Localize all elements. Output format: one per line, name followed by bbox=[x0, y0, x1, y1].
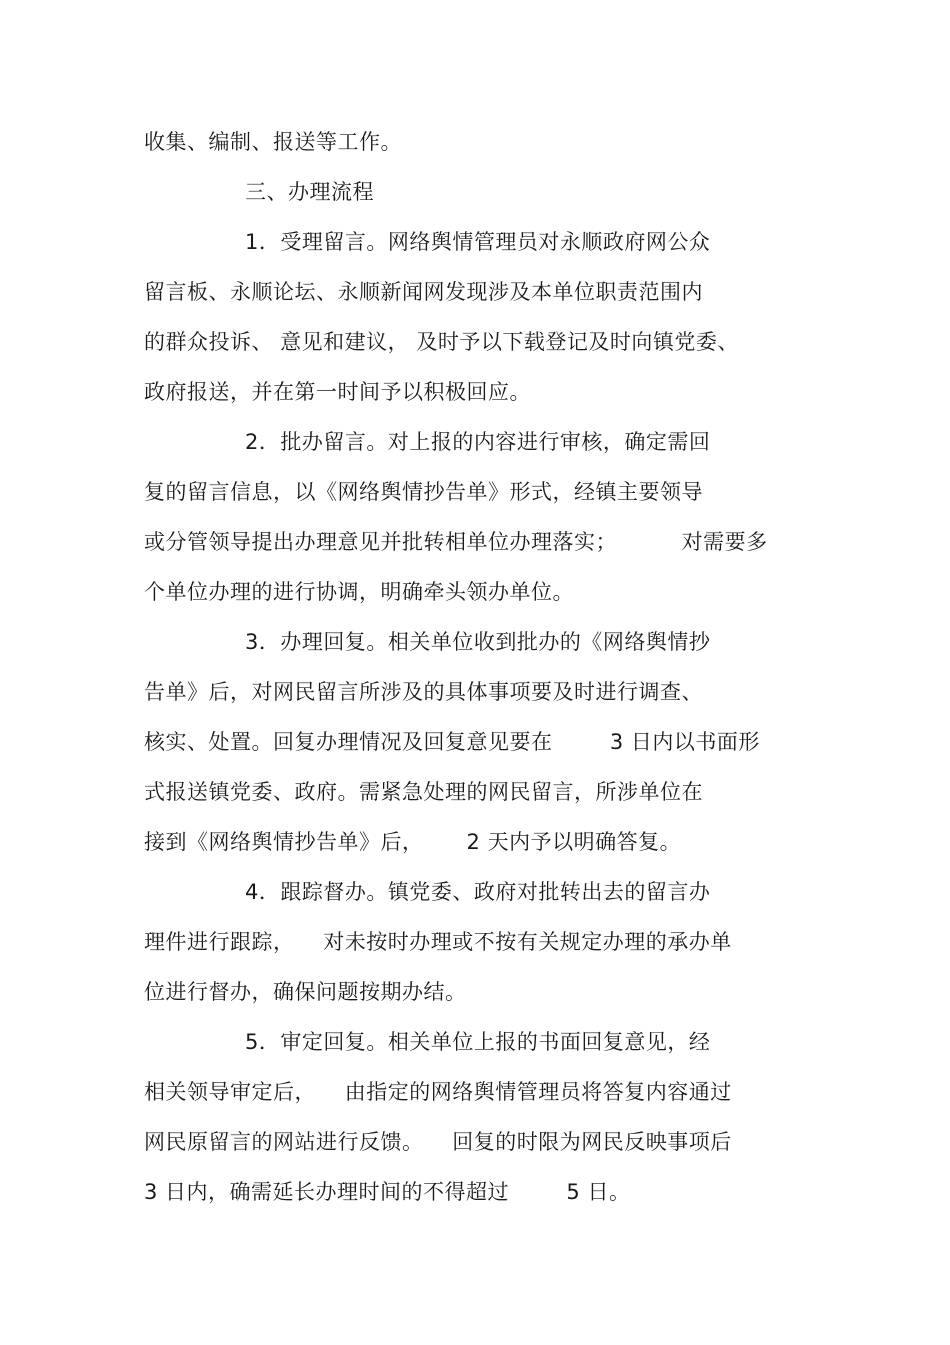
paragraph-1-line-4: 政府报送，并在第一时间予以积极回应。 bbox=[144, 380, 531, 404]
paragraph-2-line-3: 或分管领导提出办理意见并批转相单位办理落实； 对需要多 bbox=[144, 530, 768, 554]
paragraph-3-line-4: 式报送镇党委、政府。需紧急处理的网民留言，所涉单位在 bbox=[144, 780, 703, 804]
paragraph-2-line-2: 复的留言信息，以《网络舆情抄告单》形式，经镇主要领导 bbox=[144, 480, 703, 504]
paragraph-1-line-2: 留言板、永顺论坛、永顺新闻网发现涉及本单位职责范围内 bbox=[144, 280, 703, 304]
paragraph-3-line-1: 3．办理回复。相关单位收到批办的《网络舆情抄 bbox=[245, 630, 711, 654]
paragraph-3-line-2: 告单》后，对网民留言所涉及的具体事项要及时进行调查、 bbox=[144, 680, 703, 704]
text-line-1: 收集、编制、报送等工作。 bbox=[144, 130, 402, 154]
paragraph-3-line-3: 核实、处置。回复办理情况及回复意见要在 3 日内以书面形 bbox=[144, 730, 760, 754]
paragraph-5-line-1: 5．审定回复。相关单位上报的书面回复意见，经 bbox=[245, 1030, 711, 1054]
paragraph-4-line-1: 4．跟踪督办。镇党委、政府对批转出去的留言办 bbox=[245, 880, 711, 904]
paragraph-4-line-2: 理件进行跟踪， 对未按时办理或不按有关规定办理的承办单 bbox=[144, 930, 732, 954]
section-heading: 三、办理流程 bbox=[245, 180, 374, 204]
paragraph-1-line-3: 的群众投诉、 意见和建议， 及时予以下载登记及时向镇党委、 bbox=[144, 330, 739, 354]
paragraph-1-line-1: 1．受理留言。网络舆情管理员对永顺政府网公众 bbox=[245, 230, 711, 254]
paragraph-5-line-2: 相关领导审定后， 由指定的网络舆情管理员将答复内容通过 bbox=[144, 1080, 732, 1104]
paragraph-3-line-5: 接到《网络舆情抄告单》后， 2 天内予以明确答复。 bbox=[144, 830, 682, 854]
paragraph-2-line-4: 个单位办理的进行协调，明确牵头领办单位。 bbox=[144, 580, 574, 604]
paragraph-2-line-1: 2．批办留言。对上报的内容进行审核，确定需回 bbox=[245, 430, 711, 454]
paragraph-4-line-3: 位进行督办，确保问题按期办结。 bbox=[144, 980, 467, 1004]
paragraph-5-line-4: 3 日内，确需延长办理时间的不得超过 5 日。 bbox=[144, 1180, 631, 1204]
paragraph-5-line-3: 网民原留言的网站进行反馈。 回复的时限为网民反映事项后 bbox=[144, 1130, 732, 1154]
